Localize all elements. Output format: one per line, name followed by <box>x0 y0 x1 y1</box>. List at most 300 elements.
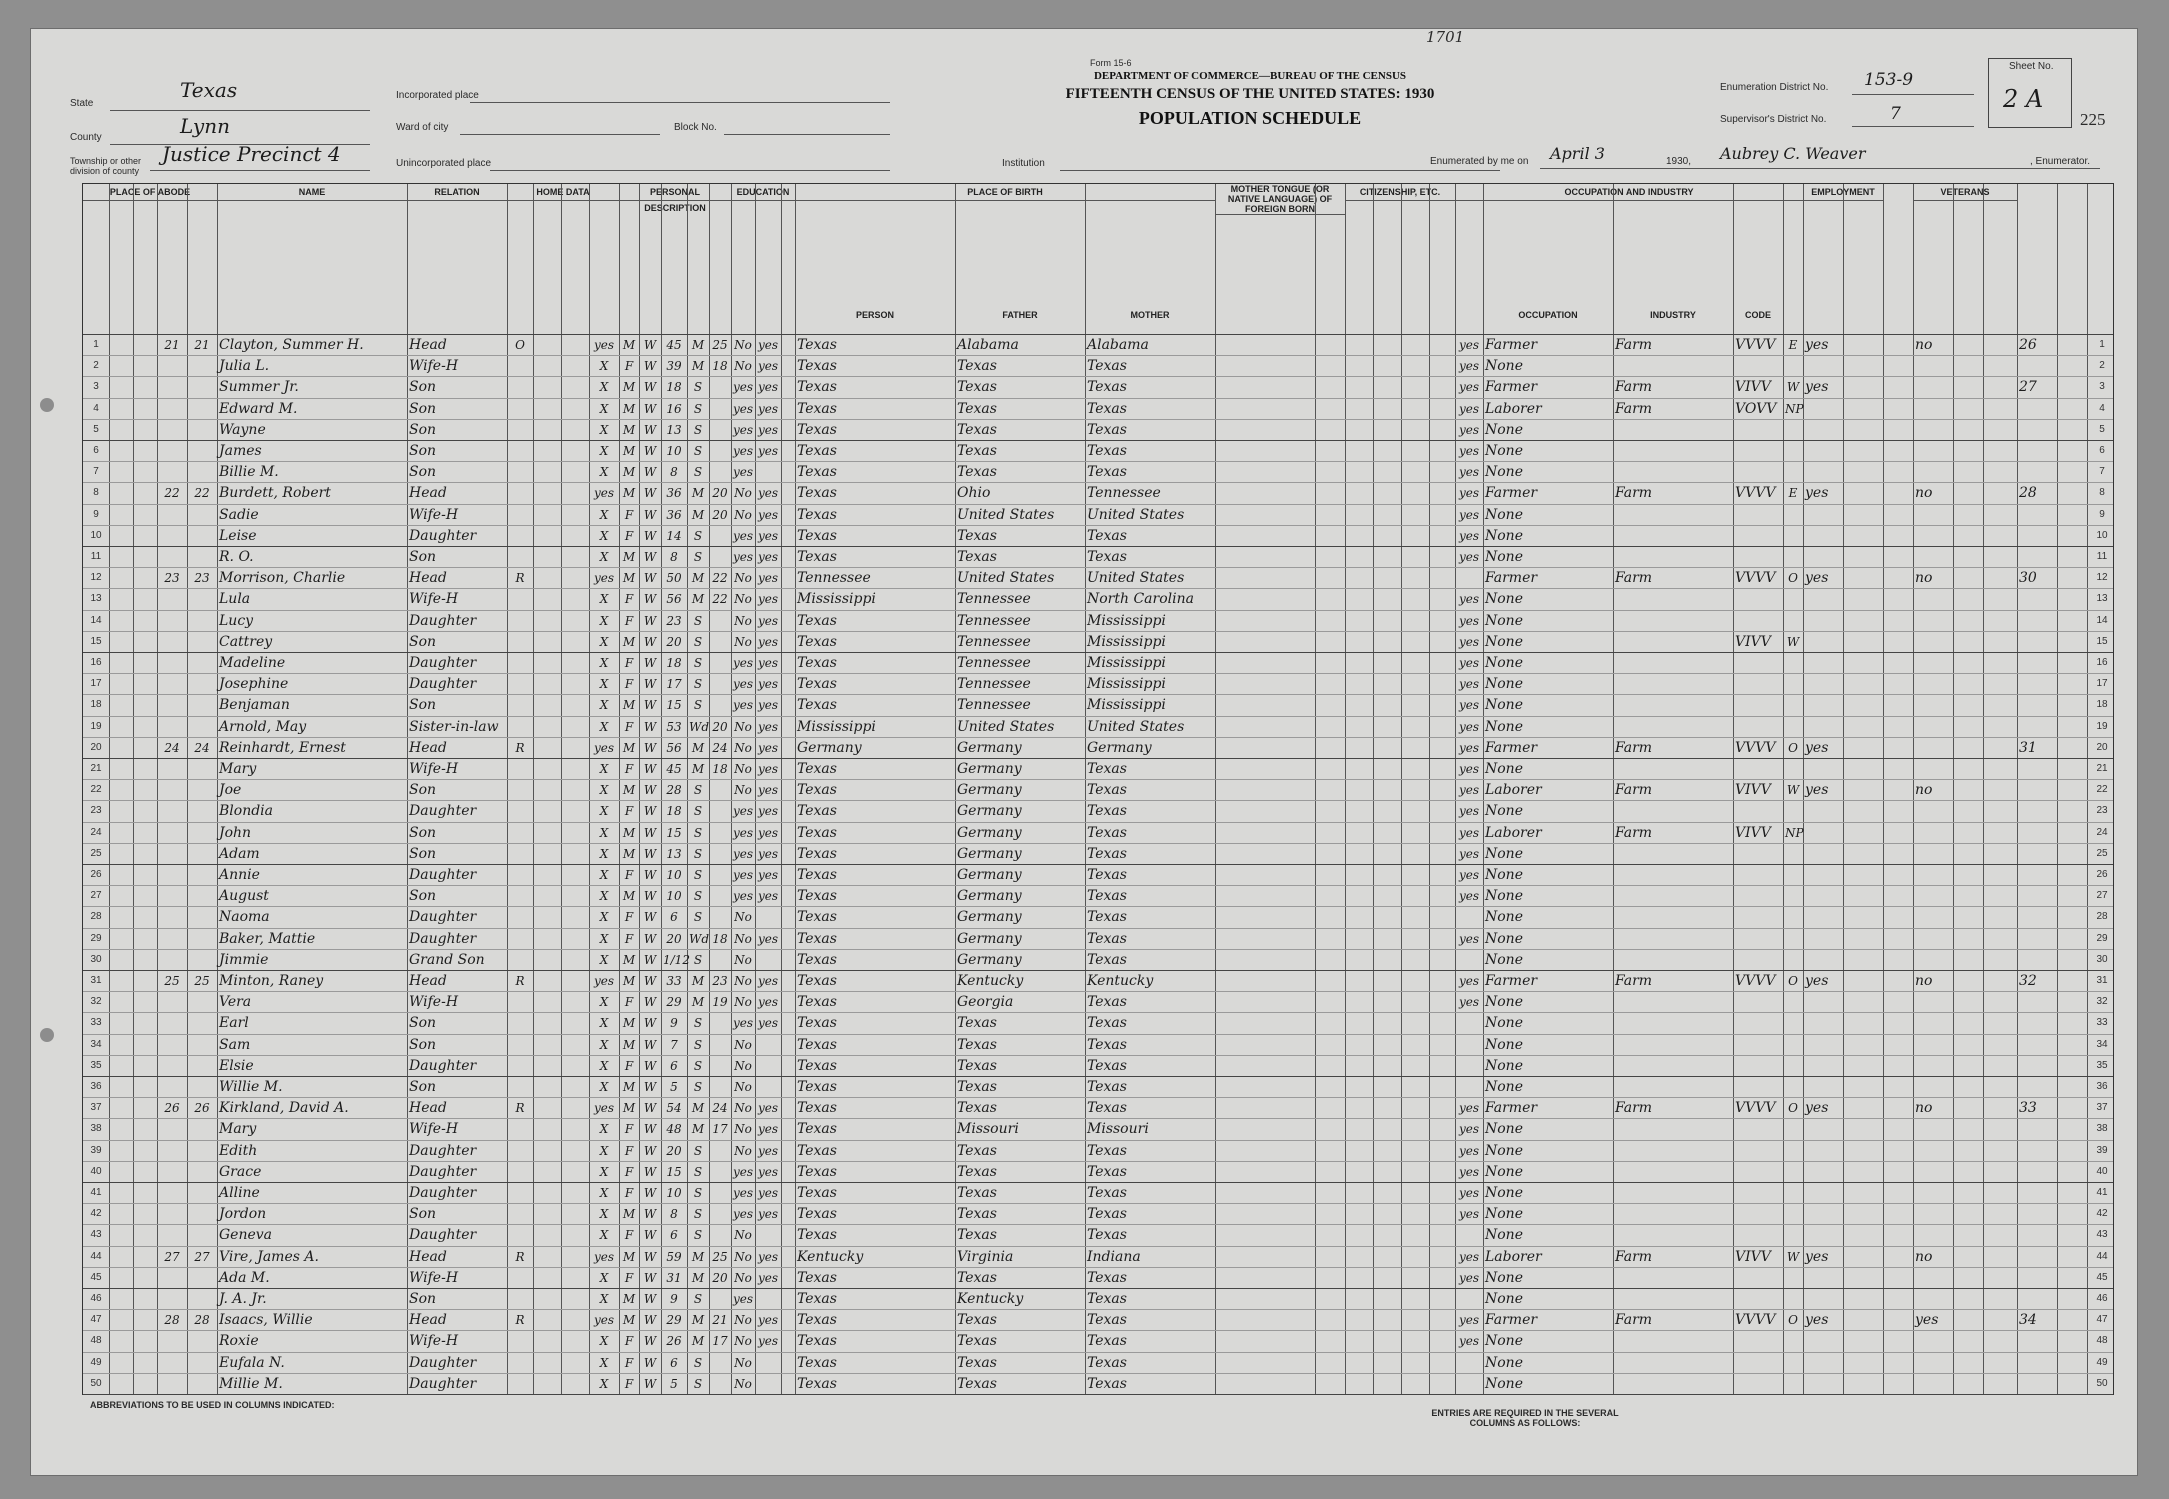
cell-farm: X <box>599 465 609 480</box>
cell-read: yes <box>757 698 779 713</box>
line-number: 48 <box>90 1335 102 1347</box>
cell-mar: M <box>691 571 705 586</box>
cell-name: J. A. Jr. <box>219 1291 267 1307</box>
cell-vn: 28 <box>2019 485 2037 502</box>
cell-farm: X <box>599 1376 609 1391</box>
cell-sch: No <box>734 634 752 649</box>
cell-emp: yes <box>1805 379 1829 396</box>
cell-fb: Germany <box>957 930 1022 947</box>
cell-pb: Texas <box>797 1121 837 1138</box>
cell-farm: X <box>599 656 609 670</box>
cell-sch: yes <box>733 1186 754 1200</box>
cell-occ: Laborer <box>1485 1248 1542 1265</box>
row-divider <box>83 843 2113 844</box>
cell-age: 26 <box>666 1334 682 1349</box>
cell-race: W <box>643 1334 657 1349</box>
cell-age: 5 <box>670 1080 678 1094</box>
cell-eng: yes <box>1458 656 1480 670</box>
cell-sex: M <box>622 444 636 458</box>
cell-farm: X <box>599 952 609 967</box>
cell-vet: no <box>1915 337 1933 353</box>
cell-cls: O <box>1788 571 1798 586</box>
cell-dw: 22 <box>164 486 180 501</box>
enumerated-label: Enumerated by me on <box>1430 156 1529 167</box>
column-divider <box>217 184 218 1394</box>
binder-hole <box>40 398 54 412</box>
cell-sex: F <box>624 1270 634 1285</box>
cell-fb: Texas <box>957 443 997 459</box>
cell-mar: M <box>691 1313 705 1328</box>
cell-farm: X <box>599 1016 609 1031</box>
enum-district-value: 153-9 <box>1864 70 1914 90</box>
line-number-right: 18 <box>2096 699 2108 711</box>
cell-age: 20 <box>666 1143 682 1158</box>
cell-read: yes <box>757 783 779 798</box>
cell-name: Jimmie <box>219 951 269 968</box>
cell-pb: Texas <box>797 485 837 502</box>
cell-mar: M <box>691 740 705 755</box>
cell-rel: Son <box>409 549 437 565</box>
cell-race: W <box>643 486 657 501</box>
cell-rel: Head <box>409 570 447 587</box>
cell-pb: Mississippi <box>797 591 876 608</box>
cell-pb: Texas <box>797 655 837 671</box>
cell-agem: 22 <box>712 592 728 607</box>
column-divider <box>1315 184 1316 1394</box>
enumerated-date: April 3 <box>1550 144 1605 163</box>
cell-age: 6 <box>670 1228 678 1243</box>
schedule-title: POPULATION SCHEDULE <box>1138 108 1362 128</box>
cell-sch: yes <box>733 825 754 840</box>
cell-rel: Son <box>409 379 437 396</box>
cell-mar: S <box>693 550 703 564</box>
line-number-right: 35 <box>2096 1059 2108 1071</box>
cell-agem: 19 <box>712 995 728 1010</box>
cell-agem: 18 <box>712 359 728 374</box>
row-divider <box>83 928 2113 929</box>
cell-fb: Texas <box>957 1057 997 1074</box>
cell-pb: Texas <box>797 782 837 799</box>
column-divider <box>1783 184 1784 1394</box>
cell-sex: M <box>622 465 636 480</box>
cell-sch: yes <box>733 380 754 395</box>
cell-age: 10 <box>666 889 682 904</box>
cell-agem: 24 <box>712 740 728 755</box>
cell-mb: Texas <box>1087 845 1127 862</box>
cell-race: W <box>643 1058 657 1073</box>
line-number-right: 44 <box>2096 1250 2108 1262</box>
group-header-personal: PERSONAL DESCRIPTION <box>619 184 731 201</box>
cell-race: W <box>643 1016 657 1031</box>
cell-age: 54 <box>666 1101 682 1116</box>
cell-mb: Texas <box>1087 1206 1127 1223</box>
cell-sex: M <box>622 974 636 988</box>
cell-name: Vire, James A. <box>219 1248 319 1265</box>
cell-vet: no <box>1915 1248 1933 1265</box>
cell-fb: Alabama <box>957 337 1019 353</box>
cell-fb: United States <box>957 718 1055 735</box>
cell-fb: Germany <box>957 761 1022 777</box>
cell-mar: S <box>693 1228 703 1243</box>
cell-agem: 24 <box>712 1101 728 1116</box>
line-number-right: 24 <box>2096 826 2108 838</box>
row-divider <box>83 631 2113 632</box>
cell-race: W <box>643 634 657 649</box>
cell-sex: M <box>622 1249 636 1264</box>
cell-emp: yes <box>1805 1100 1829 1117</box>
column-label-person: PERSON <box>855 310 894 320</box>
cell-pb: Texas <box>797 761 837 777</box>
cell-mb: Texas <box>1087 761 1127 777</box>
cell-farm: X <box>599 444 609 458</box>
cell-name: Wayne <box>219 421 266 438</box>
cell-mb: Mississippi <box>1087 676 1166 693</box>
cell-occ: None <box>1485 1354 1523 1371</box>
column-divider <box>1883 184 1884 1394</box>
cell-sex: M <box>622 1016 636 1031</box>
cell-age: 5 <box>670 1376 678 1391</box>
cell-read: yes <box>757 507 779 522</box>
line-number-right: 43 <box>2096 1229 2108 1241</box>
line-number-right: 42 <box>2096 1208 2108 1220</box>
cell-pb: Texas <box>797 464 837 481</box>
cell-pb: Texas <box>797 1375 837 1392</box>
row-divider <box>83 800 2113 801</box>
cell-eng: yes <box>1458 1122 1480 1137</box>
cell-sch: yes <box>733 677 754 692</box>
cell-eng: yes <box>1458 634 1480 649</box>
cell-ind: Farm <box>1615 1100 1653 1117</box>
cell-mar: S <box>693 868 703 882</box>
cell-fb: Georgia <box>957 994 1014 1011</box>
column-divider <box>2057 184 2058 1394</box>
cell-cls: NP <box>1785 401 1804 416</box>
cell-name: Minton, Raney <box>219 973 324 989</box>
cell-occ: None <box>1485 1227 1523 1244</box>
row-divider <box>83 1161 2113 1162</box>
cell-sex: M <box>622 1207 636 1222</box>
cell-sch: No <box>734 719 752 734</box>
cell-pb: Texas <box>797 1227 837 1244</box>
cell-pb: Texas <box>797 951 837 968</box>
line-number: 1 <box>93 339 99 350</box>
cell-mb: Alabama <box>1087 337 1149 353</box>
line-number-right: 10 <box>2096 529 2108 541</box>
line-number: 17 <box>90 678 102 690</box>
cell-age: 15 <box>666 698 682 713</box>
cell-race: W <box>643 444 657 458</box>
column-divider <box>561 184 562 1394</box>
cell-rel: Daughter <box>409 1185 477 1201</box>
line-number-right: 48 <box>2096 1335 2108 1347</box>
row-divider <box>83 673 2113 674</box>
cell-code: VIVV <box>1735 379 1771 396</box>
supervisor-label: Supervisor's District No. <box>1720 114 1827 125</box>
column-divider <box>955 184 956 1394</box>
cell-age: 20 <box>666 634 682 649</box>
cell-name: Burdett, Robert <box>219 485 331 502</box>
cell-name: Millie M. <box>219 1375 283 1392</box>
cell-pb: Texas <box>797 973 837 989</box>
cell-race: W <box>643 1037 657 1052</box>
line-number: 24 <box>90 826 102 838</box>
column-divider <box>157 184 158 1394</box>
block-line <box>724 134 890 135</box>
cell-cls: W <box>1786 380 1800 395</box>
cell-agem: 20 <box>712 507 728 522</box>
cell-read: yes <box>757 1164 779 1179</box>
cell-occ: None <box>1485 1375 1523 1392</box>
cell-mar: S <box>693 952 703 967</box>
column-label-occupation: OCCUPATION <box>1518 310 1578 320</box>
cell-eng: yes <box>1458 995 1480 1010</box>
cell-name: James <box>219 443 262 459</box>
cell-farm: X <box>599 1270 609 1285</box>
cell-pb: Texas <box>797 1015 837 1032</box>
cell-sch: yes <box>733 550 754 564</box>
line-number: 12 <box>90 572 102 584</box>
cell-age: 20 <box>666 931 682 946</box>
cell-mar: S <box>693 1143 703 1158</box>
cell-pb: Mississippi <box>797 718 876 735</box>
cell-cls: E <box>1788 486 1798 501</box>
cell-fb: Texas <box>957 1206 997 1223</box>
line-number-right: 25 <box>2096 847 2108 859</box>
cell-fam: 23 <box>194 571 210 586</box>
cell-rel: Son <box>409 888 437 905</box>
row-divider <box>83 885 2113 886</box>
line-number-right: 21 <box>2096 763 2108 774</box>
cell-fb: Germany <box>957 951 1022 968</box>
cell-farm: yes <box>593 486 615 501</box>
cell-sex: F <box>624 507 634 522</box>
line-number-right: 1 <box>2099 339 2105 350</box>
cell-name: Earl <box>219 1015 249 1032</box>
cell-occ: Farmer <box>1485 337 1538 353</box>
cell-age: 29 <box>666 995 682 1010</box>
cell-sch: No <box>734 338 752 352</box>
cell-agem: 21 <box>712 1313 728 1328</box>
cell-eng: yes <box>1458 1334 1480 1349</box>
column-divider <box>619 184 620 1394</box>
enumerator-name: Aubrey C. Weaver <box>1720 144 1866 163</box>
cell-sch: No <box>734 571 752 586</box>
cell-race: W <box>643 1228 657 1243</box>
cell-occ: Farmer <box>1485 1100 1538 1117</box>
cell-race: W <box>643 1207 657 1222</box>
row-divider <box>83 419 2113 420</box>
cell-name: Joe <box>219 782 242 799</box>
cell-read: yes <box>757 889 779 904</box>
cell-ind: Farm <box>1615 973 1653 989</box>
cell-eng: yes <box>1458 613 1480 628</box>
cell-mar: S <box>693 1207 703 1222</box>
cell-farm: yes <box>593 974 615 988</box>
cell-mb: Texas <box>1087 867 1127 883</box>
line-number: 35 <box>90 1059 102 1071</box>
cell-name: Edith <box>219 1142 258 1159</box>
cell-name: Summer Jr. <box>219 379 299 396</box>
cell-pb: Texas <box>797 379 837 396</box>
row-divider <box>83 822 2113 823</box>
cell-rel: Son <box>409 1291 437 1307</box>
line-number-right: 34 <box>2096 1038 2108 1050</box>
institution-line <box>1060 170 1500 171</box>
cell-race: W <box>643 783 657 798</box>
cell-age: 17 <box>666 677 682 692</box>
cell-race: W <box>643 1186 657 1200</box>
cell-name: Adam <box>219 845 260 862</box>
cell-sch: yes <box>733 868 754 882</box>
cell-rel: Son <box>409 1036 437 1053</box>
cell-mb: Texas <box>1087 1375 1127 1392</box>
abbrev-title: ABBREVIATIONS TO BE USED IN COLUMNS INDICATED: <box>90 1400 335 1410</box>
census-title: FIFTEENTH CENSUS OF THE UNITED STATES: 1930 <box>1065 86 1435 102</box>
cell-mb: Texas <box>1087 1015 1127 1032</box>
cell-mar: S <box>693 401 703 416</box>
cell-agem: 18 <box>712 931 728 946</box>
cell-sex: F <box>624 719 634 734</box>
cell-read: yes <box>757 444 779 458</box>
cell-farm: X <box>599 995 609 1010</box>
column-divider <box>1983 184 1984 1394</box>
cell-mar: S <box>693 1016 703 1031</box>
cell-sex: F <box>624 613 634 628</box>
cell-name: R. O. <box>219 549 254 565</box>
cell-race: W <box>643 1101 657 1116</box>
cell-pb: Tennessee <box>797 570 871 587</box>
cell-vn: 33 <box>2019 1100 2037 1117</box>
cell-sex: F <box>624 1058 634 1073</box>
cell-rel: Son <box>409 633 437 650</box>
cell-mb: Kentucky <box>1087 973 1154 989</box>
cell-mb: Texas <box>1087 549 1127 565</box>
row-divider <box>83 906 2113 907</box>
column-divider <box>407 184 408 1394</box>
cell-cls: NP <box>1785 825 1804 840</box>
cell-sch: yes <box>733 698 754 713</box>
cell-read: yes <box>757 1313 779 1328</box>
cell-pb: Texas <box>797 633 837 650</box>
cell-occ: None <box>1485 612 1523 629</box>
cell-cls: O <box>1788 1313 1798 1328</box>
line-number-right: 33 <box>2096 1017 2108 1029</box>
cell-eng: yes <box>1458 359 1480 374</box>
cell-emp: yes <box>1805 337 1829 353</box>
cell-sch: No <box>734 910 752 925</box>
cell-emp: yes <box>1805 1312 1829 1329</box>
cell-sex: F <box>624 1143 634 1158</box>
row-divider <box>83 610 2113 611</box>
cell-eng: yes <box>1458 401 1480 416</box>
line-number-right: 2 <box>2099 360 2105 372</box>
row-divider <box>83 758 2113 759</box>
column-label-industry: INDUSTRY <box>1650 310 1696 320</box>
cell-emp: yes <box>1805 1248 1829 1265</box>
cell-fb: Tennessee <box>957 655 1031 671</box>
state-label: State <box>70 98 94 109</box>
column-divider <box>109 184 110 1394</box>
cell-rel: Daughter <box>409 655 477 671</box>
cell-sex: F <box>624 1122 634 1137</box>
cell-mb: Texas <box>1087 782 1127 799</box>
cell-fb: Texas <box>957 358 997 375</box>
column-divider <box>2087 184 2088 1394</box>
cell-farm: X <box>599 677 609 692</box>
row-divider <box>83 1203 2113 1204</box>
cell-mb: Texas <box>1087 1142 1127 1159</box>
cell-name: Annie <box>219 867 260 883</box>
cell-age: 18 <box>666 380 682 395</box>
cell-race: W <box>643 952 657 967</box>
column-divider <box>507 184 508 1394</box>
cell-farm: X <box>599 1080 609 1094</box>
cell-race: W <box>643 1313 657 1328</box>
state-line <box>110 110 370 111</box>
cell-code: VIVV <box>1735 824 1771 841</box>
cell-age: 9 <box>670 1292 678 1306</box>
cell-farm: X <box>599 804 609 819</box>
cell-farm: X <box>599 719 609 734</box>
line-number: 11 <box>90 551 102 562</box>
column-divider <box>781 184 782 1394</box>
cell-pb: Texas <box>797 1036 837 1053</box>
line-number-right: 50 <box>2096 1377 2108 1389</box>
cell-mar: M <box>691 592 705 607</box>
line-number-right: 46 <box>2096 1293 2108 1304</box>
cell-mb: Texas <box>1087 464 1127 481</box>
cell-fb: Texas <box>957 421 997 438</box>
line-number: 49 <box>90 1356 102 1368</box>
cell-race: W <box>643 1164 657 1179</box>
cell-occ: Farmer <box>1485 570 1538 587</box>
cell-fb: Texas <box>957 464 997 481</box>
line-number-right: 7 <box>2099 466 2105 478</box>
cell-read: yes <box>757 592 779 607</box>
cell-occ: None <box>1485 464 1523 481</box>
cell-mb: Texas <box>1087 994 1127 1011</box>
cell-occ: Farmer <box>1485 973 1538 989</box>
cell-code: VIVV <box>1735 1248 1771 1265</box>
cell-age: 45 <box>666 338 682 352</box>
cell-code: VVVV <box>1735 973 1776 989</box>
cell-mb: Texas <box>1087 1100 1127 1117</box>
line-number: 27 <box>90 890 102 902</box>
cell-read: yes <box>757 401 779 416</box>
cell-age: 28 <box>666 783 682 798</box>
column-divider <box>1803 184 1804 1394</box>
cell-mar: M <box>691 762 705 776</box>
row-divider <box>83 1012 2113 1013</box>
cell-sch: No <box>734 1249 752 1264</box>
cell-race: W <box>643 1143 657 1158</box>
cell-name: Elsie <box>219 1057 254 1074</box>
cell-ind: Farm <box>1615 782 1653 799</box>
cell-pb: Texas <box>797 421 837 438</box>
cell-agem: 25 <box>712 338 728 352</box>
cell-occ: None <box>1485 1121 1523 1138</box>
cell-rel: Daughter <box>409 930 477 947</box>
cell-own: R <box>515 1101 525 1116</box>
cell-sch: No <box>734 931 752 946</box>
cell-sch: No <box>734 783 752 798</box>
cell-read: yes <box>757 1249 779 1264</box>
line-number: 38 <box>90 1123 102 1135</box>
cell-mb: Texas <box>1087 1333 1127 1350</box>
cell-sex: M <box>622 380 636 395</box>
column-label-mother: MOTHER <box>1130 310 1170 320</box>
cell-rel: Son <box>409 697 437 714</box>
